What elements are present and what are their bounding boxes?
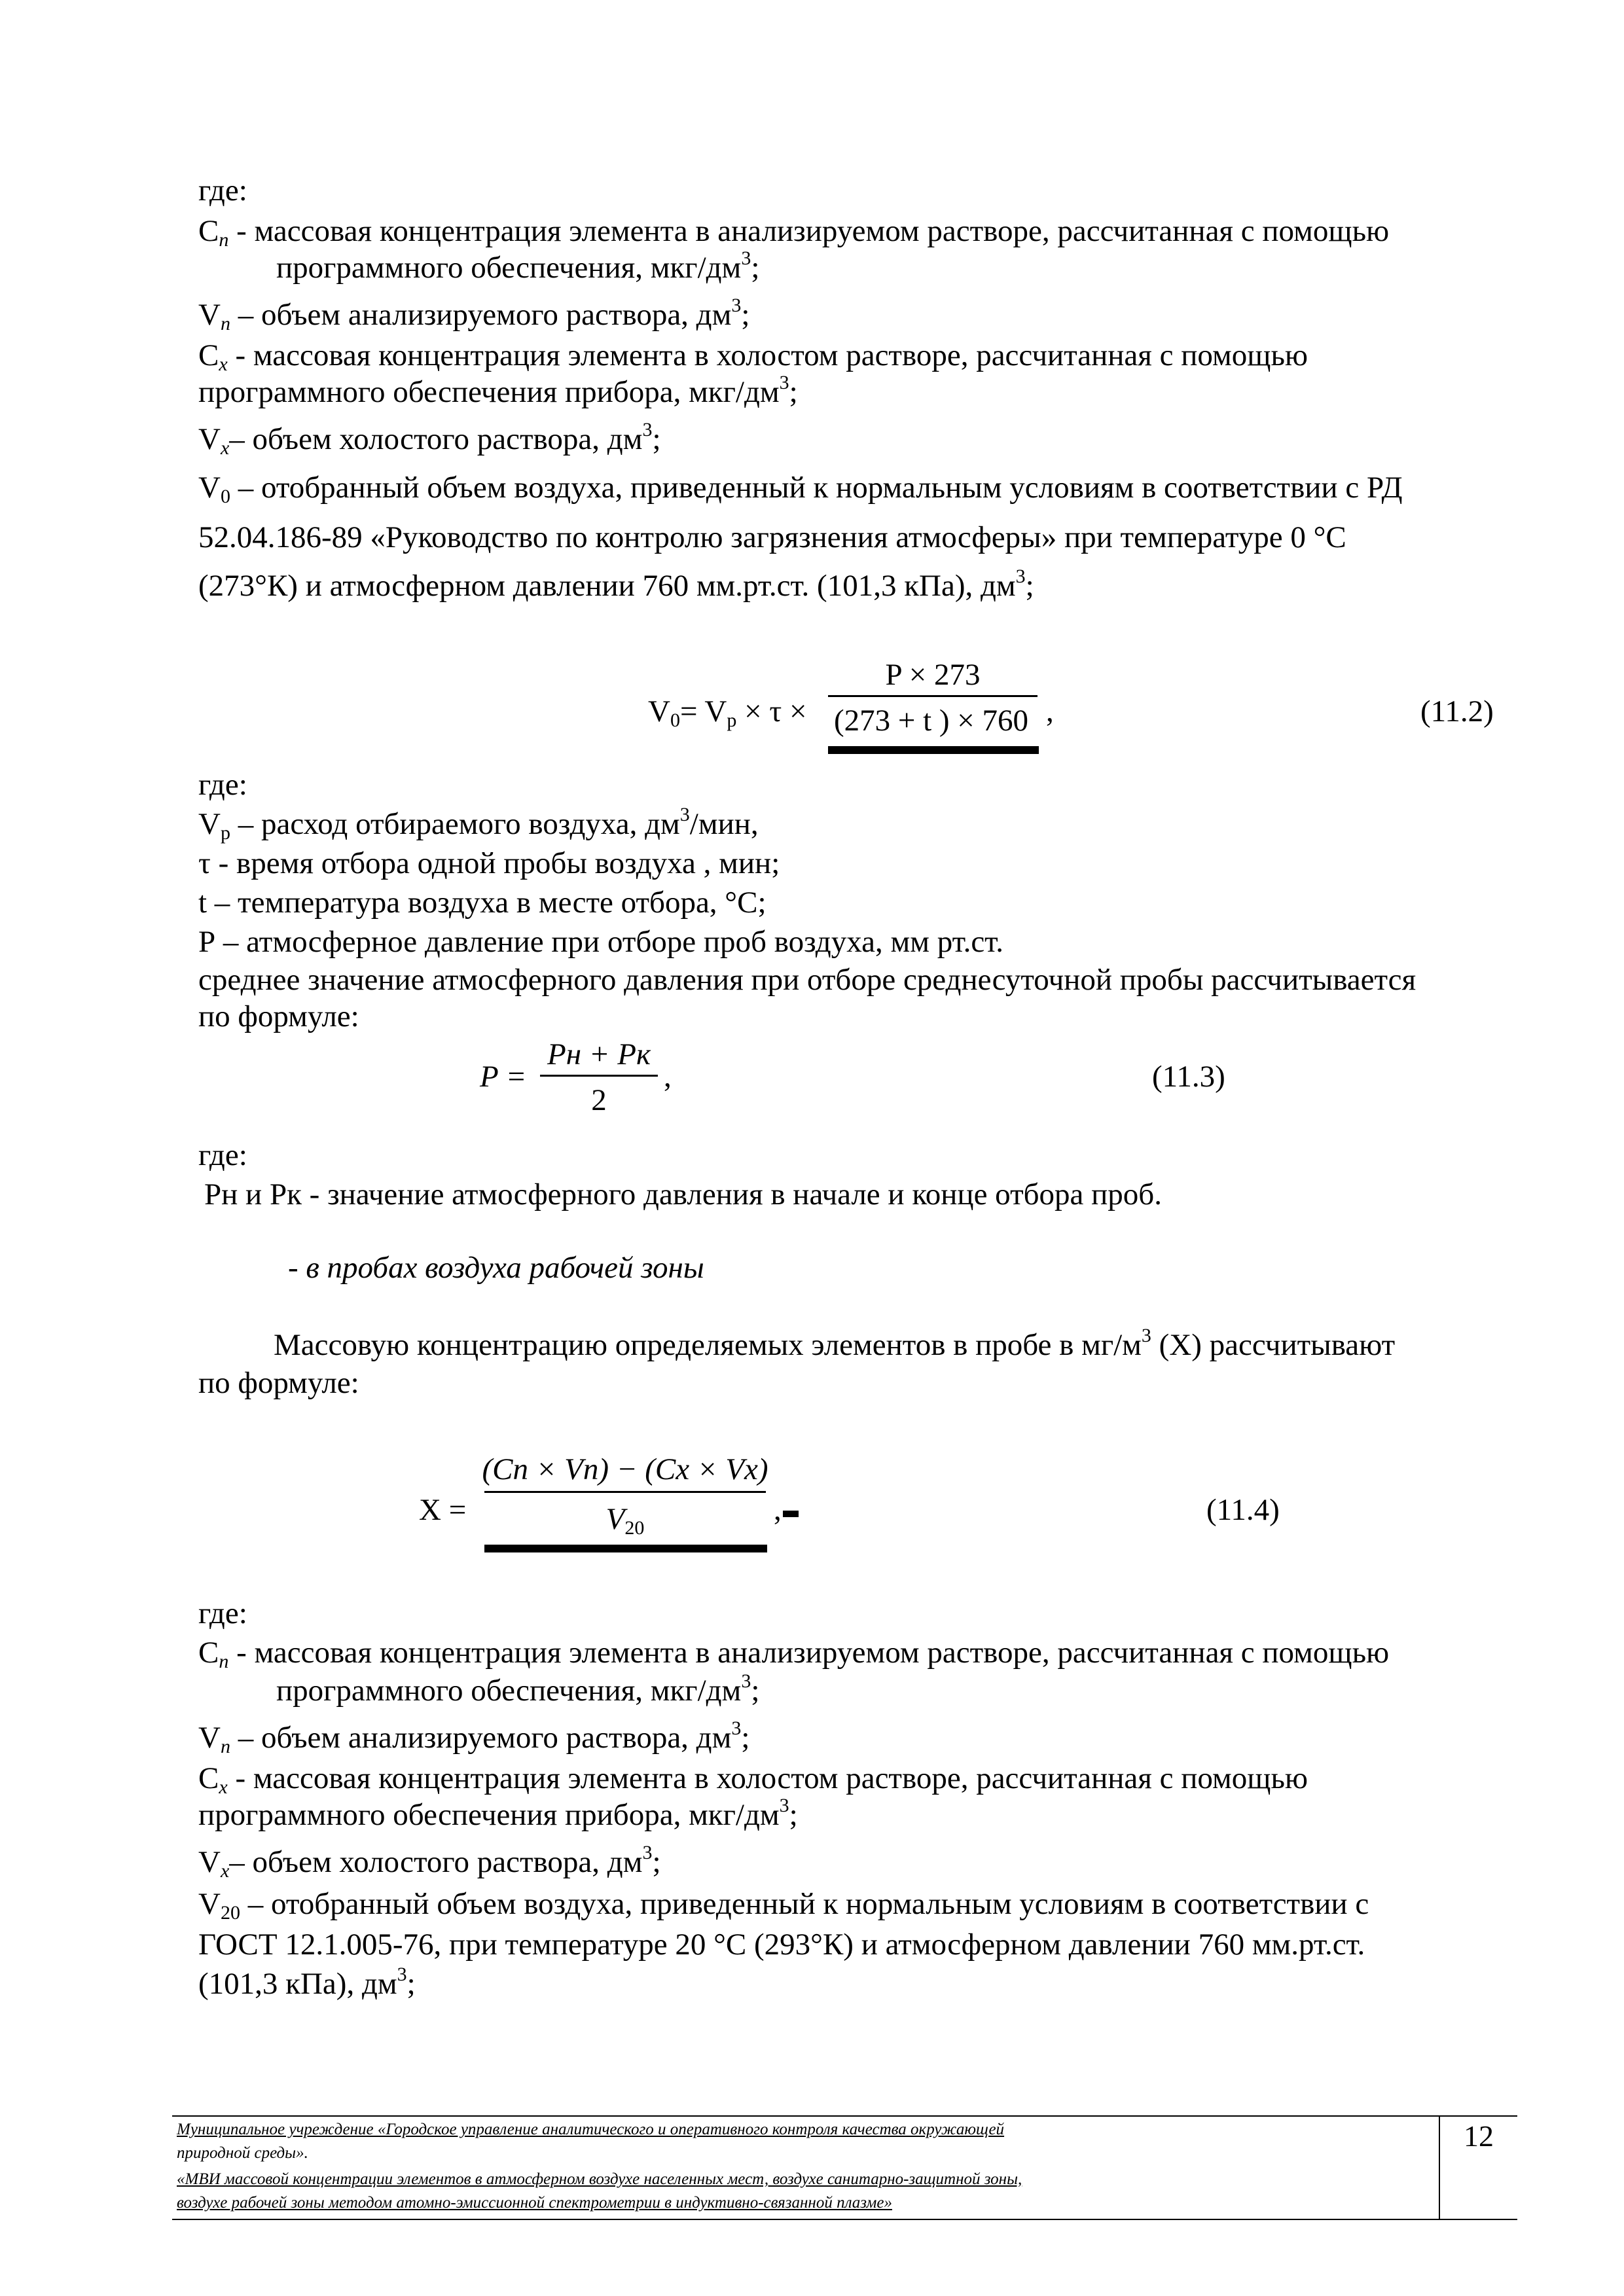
equation-11-4-mark (783, 1511, 799, 1517)
v0-definition-cont-2: (273°К) и атмосферном давлении 760 мм.рт.ст. (101,3 кПа), $дм^3$; (198, 565, 1034, 603)
cx-definition-1-cont: программного обеспечения прибора, мкг/$дм^3$; (198, 372, 798, 409)
tau-definition: τ - время отбора одной пробы воздуха , мин; (198, 846, 780, 880)
where-label-1: где: (198, 173, 247, 207)
cn-definition-2: $С_п$ - массовая концентрация элемента в анализируемом растворе, рассчитанная с помощью (198, 1636, 1390, 1672)
where-label-4: где: (198, 1596, 247, 1630)
equation-11-4-numerator: (Cn × Vn) − (Cx × Vx) (482, 1452, 768, 1486)
p-definition: Р – атмосферное давление при отборе проб воздуха, мм рт.ст. (198, 925, 1003, 959)
cx-definition-2: $С_x$ - массовая концентрация элемента в холостом растворе, рассчитанная с помощью (198, 1761, 1308, 1798)
page-number: 12 (1464, 2119, 1494, 2153)
where-label-3: где: (198, 1138, 247, 1172)
t-definition: t – температура воздуха в месте отбора, °С; (198, 886, 767, 920)
where-label-2: где: (198, 768, 247, 802)
vx-definition-1: $V_x-$ объем холостого раствора, $дм^3$; (198, 419, 661, 459)
vn-definition-1: $V_п$ – объем анализируемого раствора, $дм^3$; (198, 295, 750, 334)
equation-11-4-number: (11.4) (1206, 1493, 1280, 1527)
equation-11-3-fraction-bar (540, 1075, 658, 1077)
footer-bottom-rule (172, 2219, 1517, 2220)
v20-definition-cont-2: (101,3 кПа), $дм^3$; (198, 1964, 416, 2001)
equation-11-4-fraction-bar (484, 1491, 766, 1493)
equation-11-4-lhs: X = (419, 1493, 467, 1527)
equation-11-3-number: (11.3) (1152, 1060, 1225, 1094)
v0-definition: $V_0$ – отобранный объем воздуха, приведенный к нормальным условиям в соответствии с РД (198, 471, 1403, 507)
equation-11-3-comma: , (664, 1060, 672, 1094)
equation-11-2-denominator: (273 + t ) × 760 (833, 704, 1029, 738)
equation-11-4-denominator: $V_{20}$ (605, 1502, 645, 1539)
equation-11-2-fraction-bar (828, 695, 1038, 697)
equation-11-3-lhs: P = (480, 1060, 527, 1094)
cn-definition-1: $С_п$ - массовая концентрация элемента в анализируемом растворе, рассчитанная с помощью (198, 214, 1390, 251)
pn-pk-definition: Рн и Рк - значение атмосферного давления в начале и конце отбора проб. (204, 1177, 1162, 1211)
footer-method-line-1: «МВИ массовой концентрации элементов в атмосферном воздухе населенных мест, воздухе санитарно-защитной зоны, (177, 2170, 1022, 2188)
avg-pressure-note-cont: по формуле: (198, 999, 359, 1033)
equation-11-4-comma: , (774, 1493, 782, 1527)
v20-definition-cont-1: ГОСТ 12.1.005-76, при температуре 20 °С (293°К) и атмосферном давлении 760 мм.рт.ст. (198, 1928, 1365, 1962)
cx-definition-2-cont: программного обеспечения прибора, мкг/$дм^3$; (198, 1795, 798, 1832)
footer-org-line-1: Муниципальное учреждение «Городское управление аналитического и оперативного контроля качества окружающей (177, 2121, 1005, 2138)
equation-11-2-numerator: P × 273 (885, 658, 981, 692)
cn-symbol: С (198, 214, 219, 248)
vx-definition-2: $V_x-$ объем холостого раствора, $дм^3$; (198, 1842, 661, 1882)
footer-method-line-2: воздухе рабочей зоны методом атомно-эмиссионной спектрометрии в индуктивно-связанной плазме» (177, 2194, 892, 2212)
vn-definition-2: $V_п$ – объем анализируемого раствора, $дм^3$; (198, 1717, 750, 1757)
equation-11-2-comma: , (1046, 694, 1054, 728)
equation-11-2-lhs: $V_0= V_р \times \tau$ × (648, 694, 807, 731)
equation-11-4-underline (484, 1545, 767, 1552)
equation-11-3-numerator: Pн + Pк (547, 1037, 651, 1071)
vp-definition: $V_р$ – расход отбираемого воздуха, $дм^3$/мин, (198, 804, 759, 844)
mass-concentration-paragraph-cont: по формуле: (198, 1366, 359, 1400)
cn-definition-2-cont: программного обеспечения, мкг/$дм^3$; (276, 1670, 760, 1708)
equation-11-2-underline (828, 746, 1039, 754)
mass-concentration-paragraph: Массовую концентрацию определяемых элементов в пробе в $мг/м^3$ (Х) рассчитывают (274, 1325, 1396, 1362)
v20-definition: $V_{20}$ – отобранный объем воздуха, приведенный к нормальным условиям в соответствии с (198, 1887, 1369, 1924)
cn-definition-1-cont: программного обеспечения, мкг/$дм^3$; (276, 247, 760, 285)
avg-pressure-note: среднее значение атмосферного давления при отборе среднесуточной пробы рассчитывается (198, 963, 1416, 997)
equation-11-2-number: (11.2) (1420, 694, 1494, 728)
footer-org-line-2: природной среды». (177, 2144, 308, 2162)
v0-definition-cont-1: 52.04.186-89 «Руководство по контролю загрязнения атмосферы» при температуре 0 °С (198, 520, 1346, 554)
equation-11-3-denominator: 2 (591, 1083, 607, 1117)
section-title-work-zone: - в пробах воздуха рабочей зоны (288, 1251, 704, 1285)
cx-definition-1: $С_x$ - массовая концентрация элемента в холостом растворе, рассчитанная с помощью (198, 338, 1308, 375)
footer-top-rule (172, 2115, 1517, 2117)
